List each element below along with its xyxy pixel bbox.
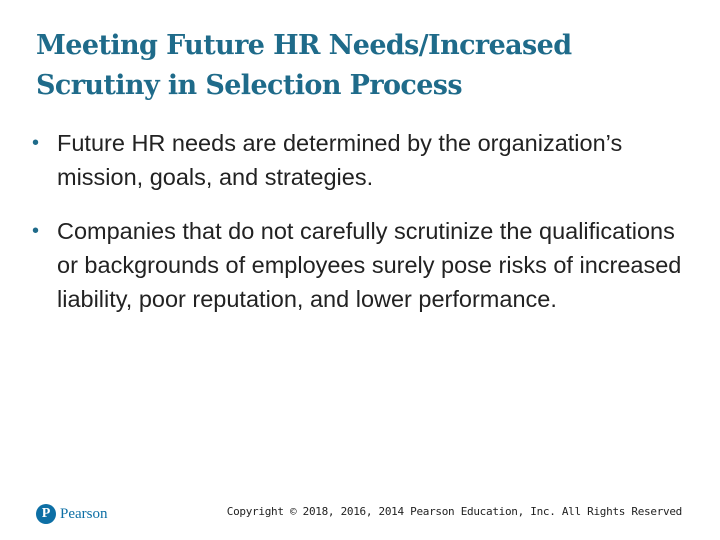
bullet-marker: • (32, 132, 40, 154)
pearson-logo-icon: P (36, 504, 56, 524)
bullet-marker: • (32, 220, 40, 242)
bullet-list (30, 126, 690, 336)
pearson-logo-text: Pearson (60, 505, 108, 522)
bullet-text: Future HR needs are determined by the organization’s mission, goals, and strategies. (57, 130, 623, 190)
pearson-logo (36, 503, 108, 525)
bullet-text: Companies that do not carefully scrutinize the qualifications or backgrounds of employees surely pose risks of increased liability, poor reputation, and lower performance. (57, 218, 682, 312)
bullet-item (30, 214, 690, 316)
slide-title: Meeting Future HR Needs/Increased Scrutiny in Selection Process (36, 30, 572, 101)
copyright-notice: Copyright © 2018, 2016, 2014 Pearson Education, Inc. All Rights Reserved (226, 505, 682, 518)
bullet-item (30, 126, 690, 194)
